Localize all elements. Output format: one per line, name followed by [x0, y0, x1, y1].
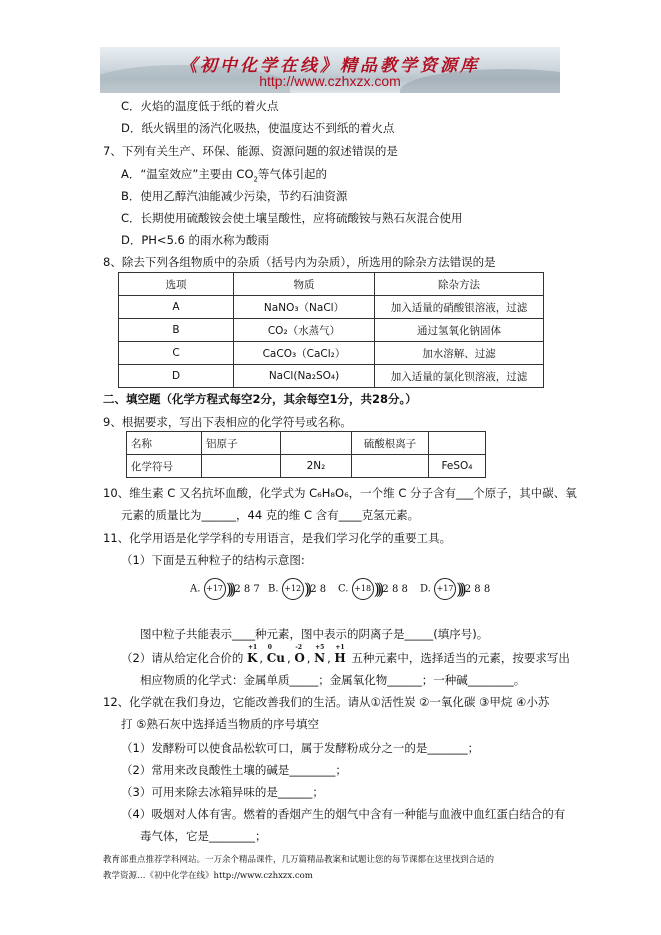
- q8-stem: 8、除去下列各组物质中的杂质（括号内为杂质），所选用的除杂方法错误的是: [103, 255, 496, 269]
- atom-diagram-b: B. +12 )) 2 8: [268, 579, 327, 599]
- q12-2: （2）常用来改良酸性土壤的碱是________；: [121, 763, 347, 777]
- element-n: +5 N: [314, 644, 326, 665]
- q7-stem: 7、下列有关生产、环保、能源、资源问题的叙述错误的是: [103, 144, 398, 158]
- cell: 硫酸根离子: [352, 432, 429, 455]
- cell: 2N₂: [281, 455, 352, 478]
- q7-option-b: B．使用乙醇汽油能减少污染，节约石油资源: [121, 189, 348, 203]
- q7-option-d: D．PH<5.6 的雨水称为酸雨: [121, 233, 270, 247]
- table-row: [127, 432, 486, 455]
- q12-4-line1: （4）吸烟对人体有害。燃着的香烟产生的烟气中含有一种能与血液中血红蛋白结合的有: [121, 807, 566, 821]
- q10-line2: 元素的质量比为______，44 克的维 C 含有____克氢元素。: [121, 508, 420, 522]
- q7-option-a: A．“温室效应”主要由 $CO_2$等气体引起的: [121, 167, 327, 184]
- q6-option-d: D．纸火锅里的汤汽化吸热，使温度达不到纸的着火点: [121, 121, 395, 135]
- cell: FeSO₄: [429, 455, 486, 478]
- q7-option-c: C．长期使用硫酸铵会使土壤呈酸性，应将硫酸铵与熟石灰混合使用: [121, 211, 463, 225]
- table-row: [119, 365, 544, 388]
- q9-stem: 9、根据要求，写出下表相应的化学符号或名称。: [103, 415, 352, 429]
- footer-line1: 教育部重点推荐学科网站。一万余个精品课件，几万篇精品教案和试题让您的每节课都在这里找到合适的: [103, 855, 495, 865]
- table-header-row: [119, 273, 544, 296]
- header-cell: 选项: [119, 273, 234, 296]
- q12-line1: 12、化学就在我们身边，它能改善我们的生活。请从①活性炭 ②一氧化碳 ③甲烷 ④小苏: [103, 695, 550, 709]
- table-row: [119, 342, 544, 365]
- cell-option: B: [119, 319, 234, 342]
- atom-diagram-c: C. +18 ))) 2 8 8: [338, 579, 408, 599]
- cell: 化学符号: [127, 455, 202, 478]
- cell-option: C: [119, 342, 234, 365]
- cell: [352, 455, 429, 478]
- footer-line2[interactable]: 教学资源…《初中化学在线》http://www.czhxzx.com: [103, 871, 313, 881]
- q12-line2: 打 ⑤熟石灰中选择适当物质的序号填空: [121, 717, 319, 731]
- table-row: [119, 296, 544, 319]
- banner-title: 《初中化学在线》精品教学资源库: [180, 56, 480, 76]
- cell-substance: NaCl(Na₂SO₄): [234, 365, 375, 388]
- atom-diagram-a: A. +17 ))) 2 8 7: [190, 579, 260, 599]
- q9-table: [126, 431, 486, 478]
- q11-stem: 11、化学用语是化学学科的专用语言，是我们学习化学的重要工具。: [103, 531, 452, 545]
- q11-1-stem: （1）下面是五种粒子的结构示意图:: [121, 553, 305, 567]
- atom-diagram-d: D. +17 ))) 2 8 8: [420, 579, 491, 599]
- cell-method: 加入适量的氯化钡溶液，过滤: [375, 365, 544, 388]
- q12-4-line2: 毒气体，它是________；: [140, 829, 267, 843]
- element-k: +1 K: [246, 644, 258, 665]
- q10-line1: 10、维生素 C 又名抗坏血酸，化学式为 C₆H₈O₆，一个维 C 分子含有___个原子，其中碳、氧: [103, 486, 577, 500]
- q8-table: [118, 272, 544, 388]
- element-o: -2 O: [294, 644, 305, 665]
- section-2-heading: 二、填空题（化学方程式每空2分，其余每空1分，共28分。）: [103, 392, 417, 406]
- cell: 名称: [127, 432, 202, 455]
- banner-url[interactable]: http://www.czhxzx.com: [259, 73, 401, 89]
- cell-method: 加水溶解、过滤: [375, 342, 544, 365]
- cell-substance: CO₂（水蒸气）: [234, 319, 375, 342]
- cell-method: 加入适量的硝酸银溶液，过滤: [375, 296, 544, 319]
- q12-1: （1）发酵粉可以使食品松软可口，属于发酵粉成分之一的是_______；: [121, 741, 480, 755]
- cell: [202, 455, 281, 478]
- table-row: [127, 455, 486, 478]
- element-cu: 0 Cu: [266, 644, 286, 665]
- table-row: [119, 319, 544, 342]
- q11-2-line2: 相应物质的化学式：金属单质_____；金属氧化物______；一种碱________。: [140, 673, 526, 687]
- q11-2-line1: （2）请从给定化合价的 +1 K , 0 Cu , -2 O , +5 N , +1 H 五种元素中，选择适当的元素，按要求写出: [121, 644, 570, 665]
- cell-option: D: [119, 365, 234, 388]
- cell: [281, 432, 352, 455]
- header-cell: 物质: [234, 273, 375, 296]
- cell: [429, 432, 486, 455]
- cell-substance: CaCO₃（CaCl₂）: [234, 342, 375, 365]
- cell-method: 通过氢氧化钠固体: [375, 319, 544, 342]
- q6-option-c: C．火焰的温度低于纸的着火点: [121, 99, 279, 113]
- cell-substance: NaNO₃（NaCl）: [234, 296, 375, 319]
- cell: 铝原子: [202, 432, 281, 455]
- element-h: +1 H: [334, 644, 346, 665]
- header-cell: 除杂方法: [375, 273, 544, 296]
- header-banner: [100, 47, 560, 93]
- q12-3: （3）可用来除去冰箱异味的是______；: [121, 785, 324, 799]
- cell-option: A: [119, 296, 234, 319]
- q11-1-answer-line: 图中粒子共能表示____种元素，图中表示的阴离子是_____(填序号)。: [140, 627, 489, 641]
